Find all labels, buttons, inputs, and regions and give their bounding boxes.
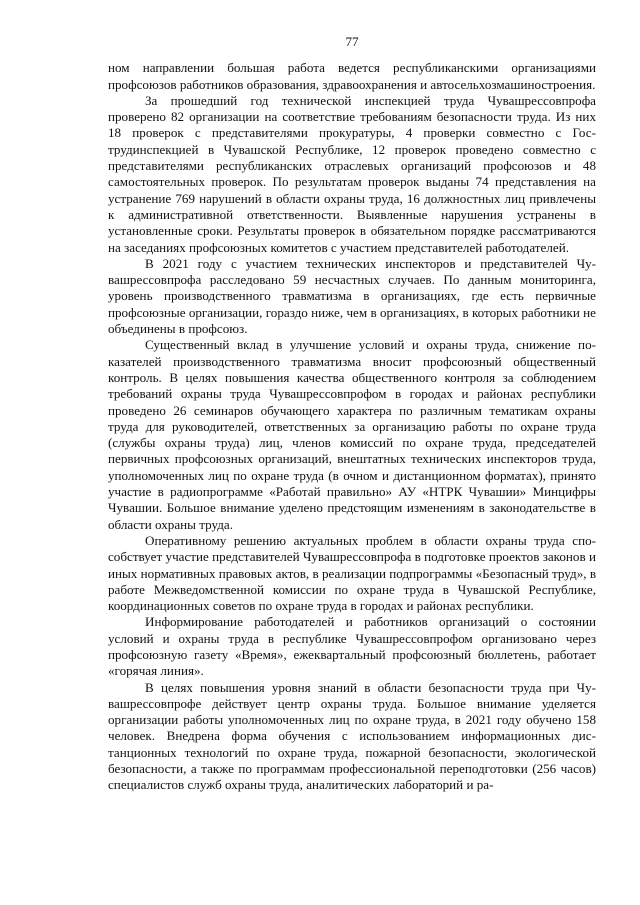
paragraph-1: ном направлении большая работа ведется республиканскими организациями профсоюзов работников образования, здравоохранения и автосельхозмашиностроения. bbox=[108, 60, 596, 92]
paragraph-6: Информирование работодателей и работников организаций о состоянии условий и охраны труда в республике Чувашрессовпрофом организовано через профсоюзную газету «Время», ежеквартальный профсоюзный бюллетень, работает «горячая линия». bbox=[108, 614, 596, 679]
paragraph-7: В целях повышения уровня знаний в области безопасности труда при Чувашрессовпрофе действует центр охраны труда. Большое внимание уделяется организации работы уполномоченных лиц по охране труда, в 2021 году обучено 158 человек. Внедрена форма обучения с использованием информационных дистанционных технологий по охране труда, пожарной безопасности, экологической безопасности, а также по программам профессиональной переподготовки (256 часов) специалистов служб охраны труда, аналитических лабораторий и ра- bbox=[108, 679, 596, 793]
paragraph-4: Существенный вклад в улучшение условий и охраны труда, снижение показателей производственного травматизма вносит профсоюзный общественный контроль. В целях повышения качества общественного контроля за соблюдением требований охраны труда Чувашрессовпрофом в городах и районах республики проведено 26 семинаров обучающего характера по различным тематикам охраны труда для руководителей, ответственных за организацию работы по охране труда (службы охраны труда) лиц, членов комиссий по охране труда, председателей первичных профсоюзных организаций, внештатных технических инспекторов труда, уполномоченных лиц по охране труда (в очном и дистанционном форматах), принято участие в радиопрограмме «Работай правильно» АУ «НТРК Чувашии» Минцифры Чувашии. Большое внимание уделено предстоящим изменениям в законодательстве в области охраны труда. bbox=[108, 337, 596, 532]
document-page bbox=[108, 34, 596, 794]
document-body bbox=[108, 60, 596, 793]
paragraph-3: В 2021 году с участием технических инспекторов и представителей Чувашрессовпрофа расследовано 59 несчастных случаев. По данным мониторинга, уровень производственного травматизма в организациях, где есть первичные профсоюзные организации, гораздо ниже, чем в организациях, в которых работники не объединены в профсоюз. bbox=[108, 255, 596, 337]
paragraph-2: За прошедший год технической инспекцией труда Чувашрессовпрофа проверено 82 организации на соответствие требованиям безопасности труда. Из них 18 проверок с представителями прокуратуры, 4 проверки совместно с Гострудинспекцией в Чувашской Республике, 12 проверок проведено совместно с представителями республиканских отраслевых организаций профсоюзов и 48 самостоятельных проверок. По результатам проверок выданы 74 представления на устранение 769 нарушений в области охраны труда, 16 должностных лиц привлечены к административной ответственности. Выявленные нарушения устранены в установленные сроки. Результаты проверок в обязательном порядке рассматриваются на заседаниях профсоюзных комитетов с участием представителей работодателей. bbox=[108, 92, 596, 255]
paragraph-5: Оперативному решению актуальных проблем в области охраны труда способствует участие представителей Чувашрессовпрофа в подготовке проектов законов и иных нормативных правовых актов, в реализации подпрограммы «Безопасный труд», в работе Межведомственной комиссии по охране труда в Чувашской Республике, координационных советов по охране труда в городах и районах республики. bbox=[108, 532, 596, 614]
page-number: 77 bbox=[345, 34, 359, 49]
